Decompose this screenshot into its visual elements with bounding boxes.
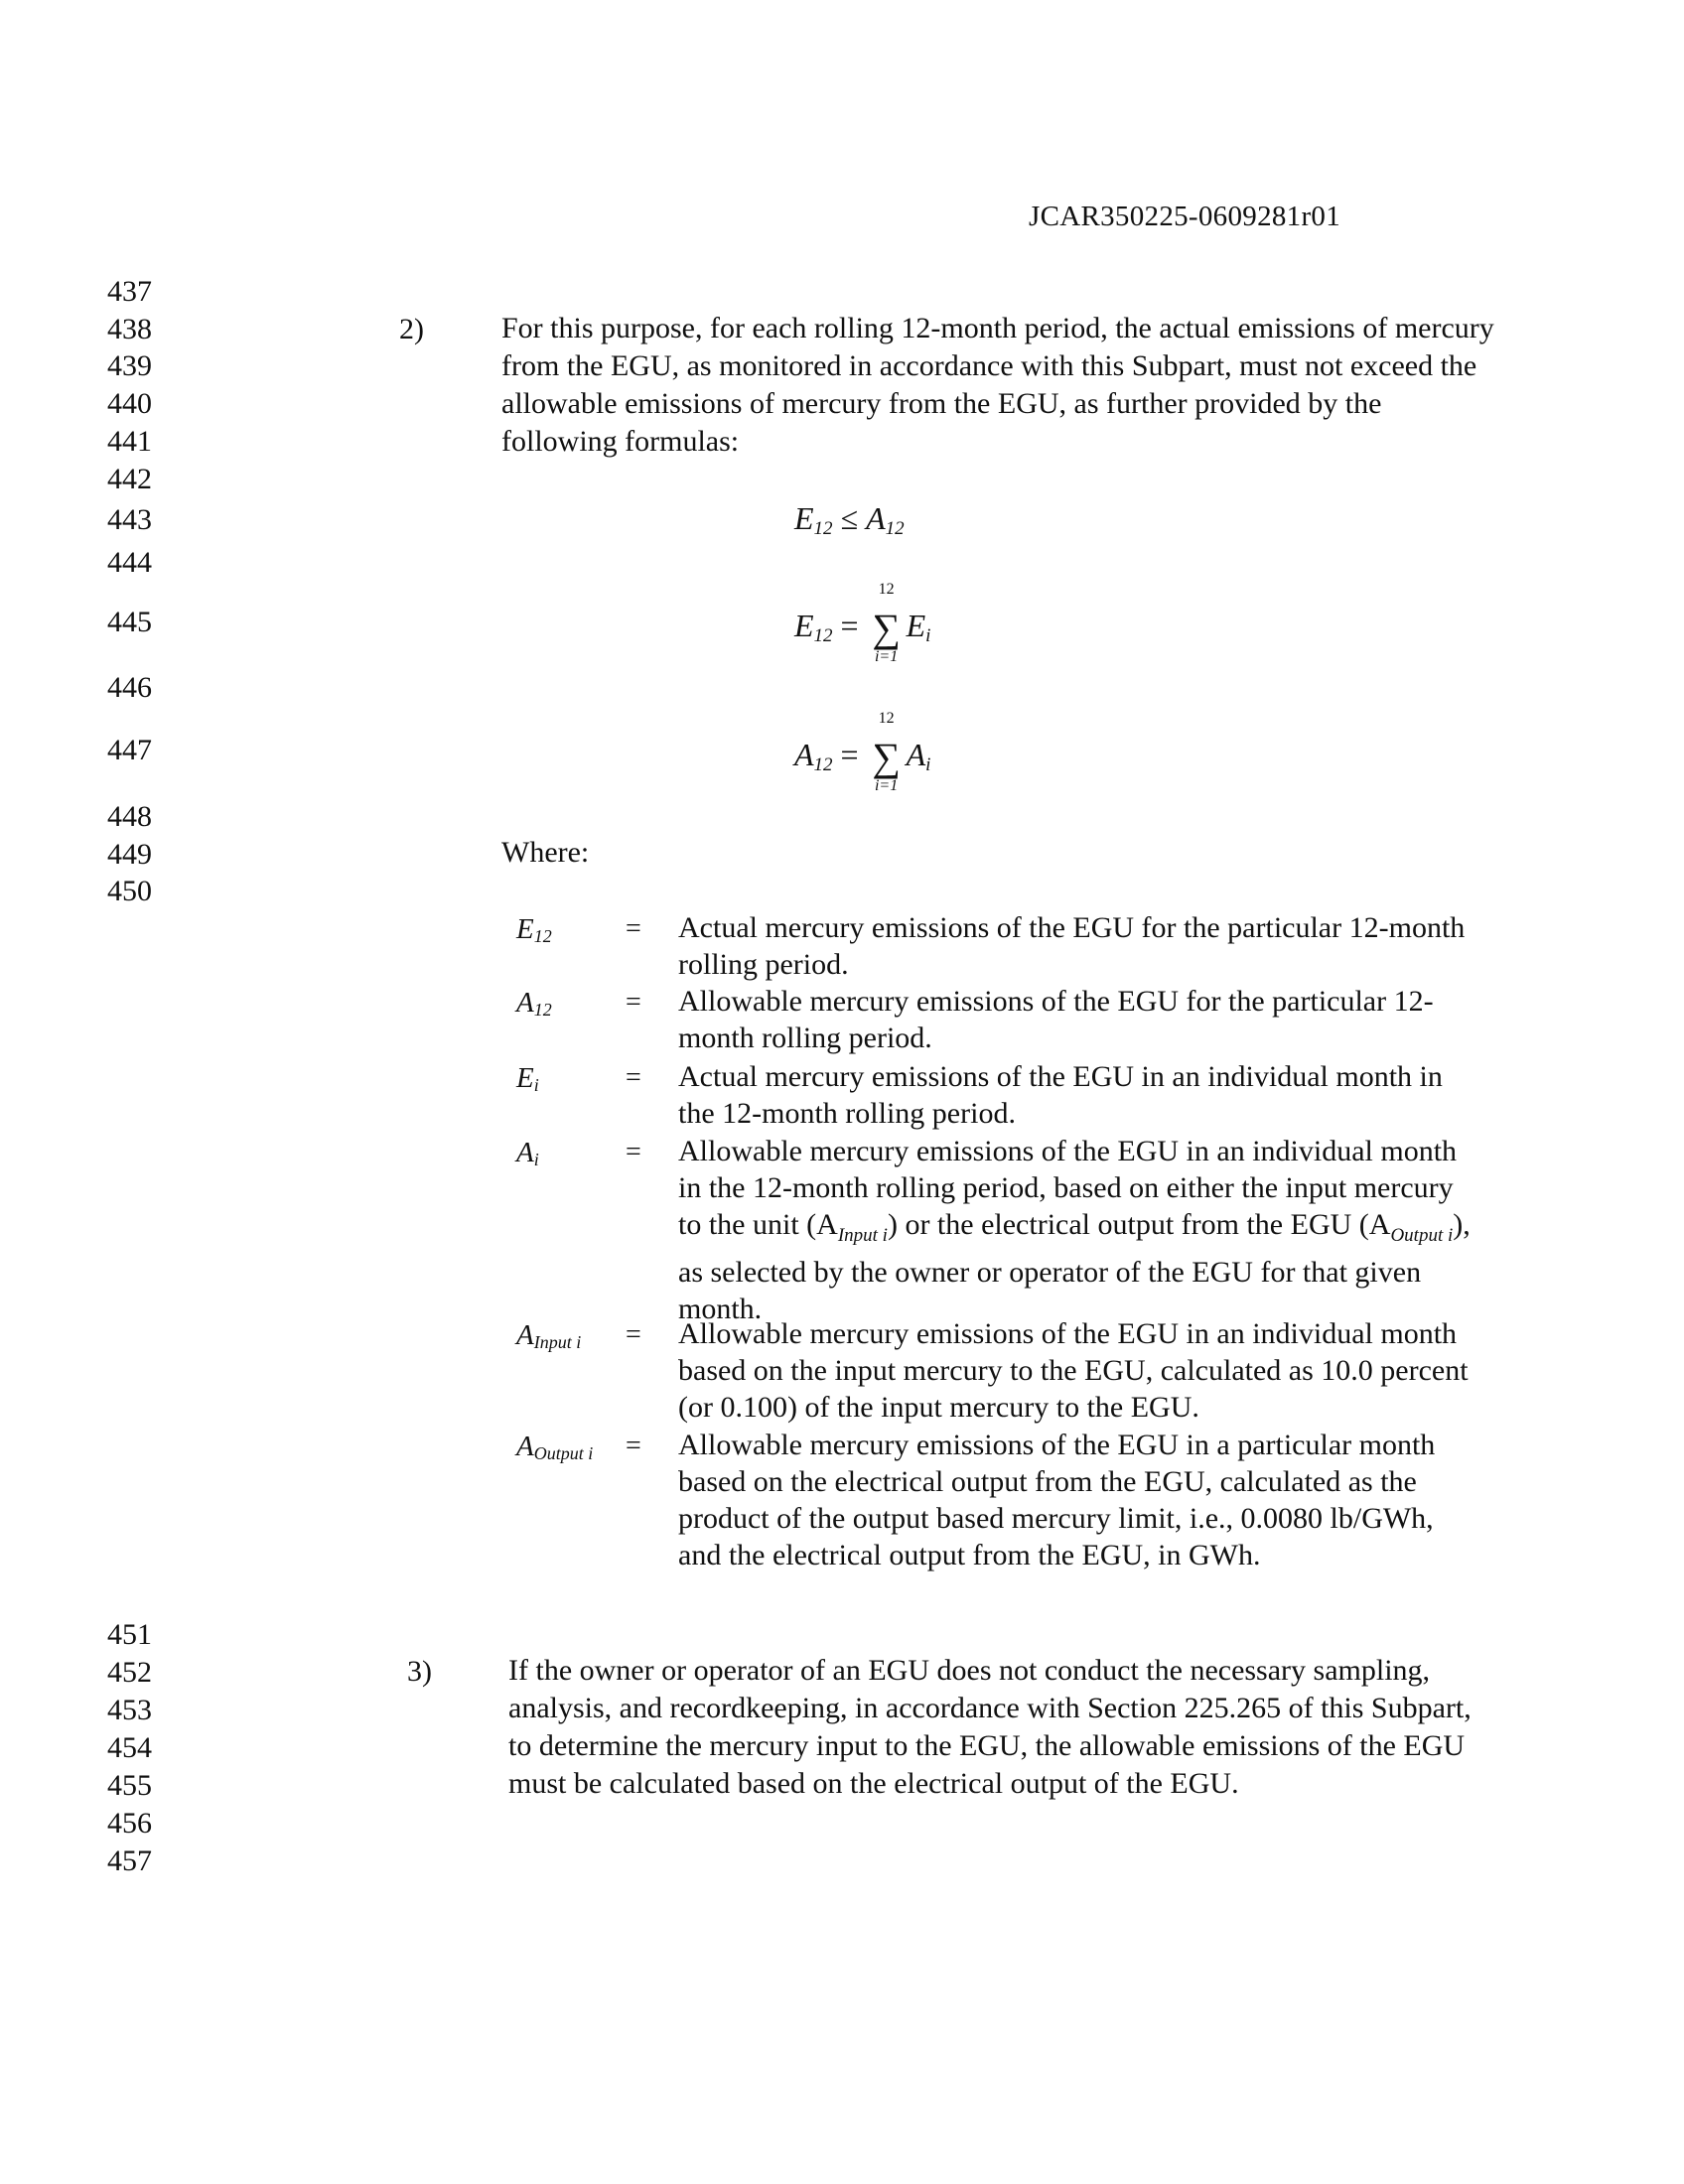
definition-symbol: $E_{12}$ [516,913,552,946]
line-number: 439 [107,349,152,382]
definition-text: Allowable mercury emissions of the EGU in an individual month in the 12-month rolling period, based on either the input mercury to the unit $(A_{Input i})$ or the electrical output from the EGU $(A_{Output i})$, as selected by the owner or operator of the EGU for that given month. [678,1135,1471,1325]
definition-symbol: $A_i$ [516,1137,539,1169]
line-number: 453 [107,1694,152,1726]
definition-equals: = [626,987,641,1018]
definition-equals: = [626,1319,641,1350]
definition-text: Actual mercury emissions of the EGU in an individual month in the 12-month rolling period. [678,1060,1443,1130]
line-number: 450 [107,875,152,907]
definition-symbol: $A_{Output i}$ [516,1431,594,1463]
definition-text: Allowable mercury emissions of the EGU in a particular month based on the electrical output from the EGU, calculated as the product of the output based mercury limit, i.e., 0.0080 lb/GWh, and the electrical output from the EGU, in GWh. [678,1429,1436,1571]
definition-equals: = [626,1431,641,1461]
where-label: Where: [501,836,590,869]
line-number: 438 [107,313,152,345]
definition-text: Allowable mercury emissions of the EGU in an individual month based on the input mercury to the EGU, calculated as 10.0 percent (or 0.100) of the input mercury to the EGU. [678,1317,1469,1424]
line-number: 457 [107,1844,152,1877]
summation-sign: 12 ∑ i=1 [872,580,901,665]
line-number: 455 [107,1769,152,1802]
line-number: 449 [107,838,152,871]
line-number: 451 [107,1618,152,1651]
line-number: 447 [107,734,152,766]
line-number: 437 [107,275,152,308]
line-number: 456 [107,1807,152,1840]
line-number: 443 [107,503,152,536]
definition-symbol: $A_{Input i}$ [516,1319,582,1352]
document-id: JCAR350225-0609281r01 [1029,201,1341,232]
paragraph-number: 2) [399,313,424,345]
formula-inequality: $E_{12} \le A_{12}$ [794,500,905,539]
definition-equals: = [626,913,641,944]
line-number: 441 [107,425,152,458]
definition-text: Actual mercury emissions of the EGU for the particular 12-month rolling period. [678,911,1466,981]
definition-equals: = [626,1062,641,1093]
definition-symbol: $E_i$ [516,1062,539,1095]
line-number: 448 [107,800,152,833]
definition-symbol: $A_{12}$ [516,987,552,1020]
line-number: 444 [107,546,152,579]
line-number: 445 [107,606,152,638]
line-number: 454 [107,1731,152,1764]
formula-a12-sum: $A_{12}$ = 12 ∑ i=1 $A_i$ [794,709,931,794]
line-number: 440 [107,387,152,420]
formula-e12-sum: $E_{12}$ = 12 ∑ i=1 $E_i$ [794,580,931,665]
line-number: 446 [107,671,152,704]
paragraph-number: 3) [407,1655,432,1688]
definition-equals: = [626,1137,641,1167]
line-number: 442 [107,463,152,495]
paragraph-text: For this purpose, for each rolling 12-month period, the actual emissions of mercury from the EGU, as monitored in accordance with this Subpart, must not exceed the allowable emissions of mercury from the EGU, as further provided by the following formulas: [501,312,1494,458]
paragraph-text: If the owner or operator of an EGU does not conduct the necessary sampling, analysis, and recordkeeping, in accordance with Section 225.265 of this Subpart, to determine the mercury input to the EGU, the allowable emissions of the EGU must be calculated based on the electrical output of the EGU. [508,1654,1472,1800]
summation-sign: 12 ∑ i=1 [872,709,901,794]
definition-text: Allowable mercury emissions of the EGU for the particular 12-month rolling period. [678,985,1434,1054]
line-number: 452 [107,1656,152,1689]
